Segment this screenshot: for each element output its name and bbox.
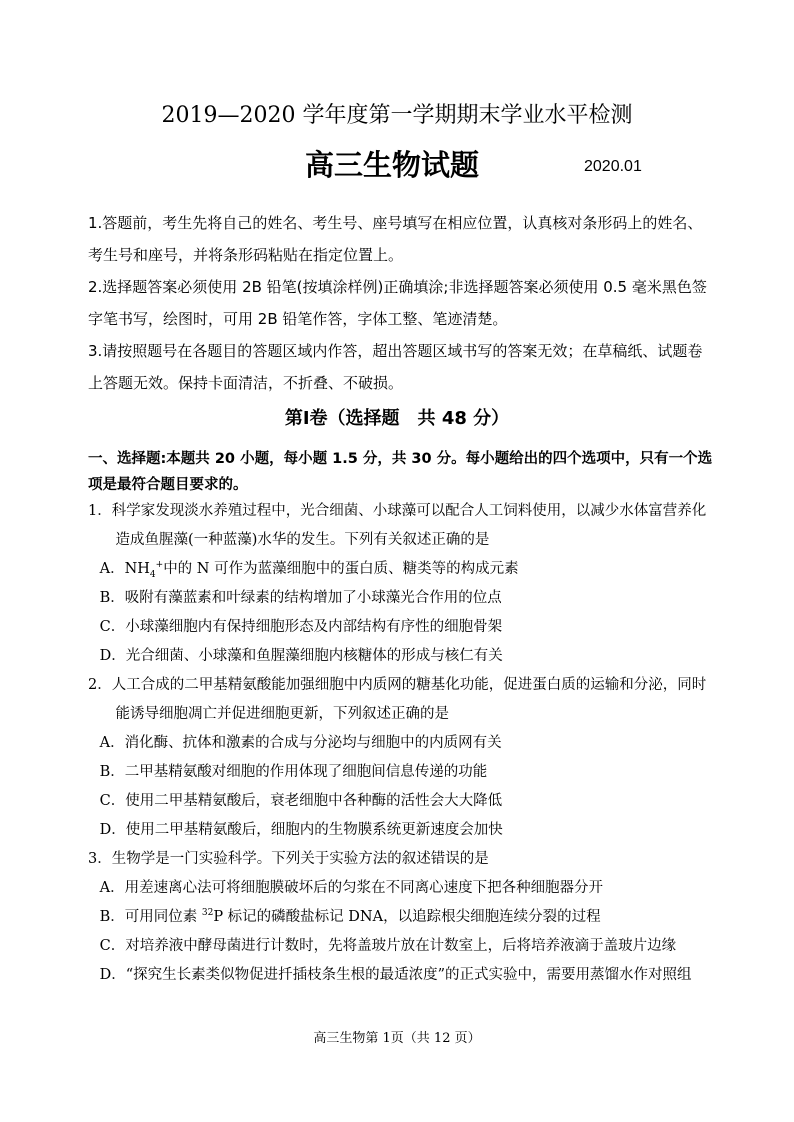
question-2-option-a: A．消化酶、抗体和激素的合成与分泌均与细胞中的内质网有关 — [99, 735, 502, 751]
question-3-option-b — [88, 903, 718, 932]
exam-subtitle: 高三生物试题 — [305, 148, 480, 182]
question-2-stem: 2．人工合成的二甲基精氨酸能加强细胞中内质网的糖基化功能，促进蛋白质的运输和分泌，同时能诱导细胞凋亡并促进细胞更新，下列叙述正确的是 — [88, 677, 707, 722]
subscript-4: 4 — [149, 569, 156, 580]
page-footer: 高三生物第 1页（共 12 页） — [313, 1031, 481, 1046]
question-1-option-d: D．光合细菌、小球藻和鱼腥藻细胞内核糖体的形成与核仁有关 — [99, 648, 503, 664]
option-b-text: P 标记的磷酸盐标记 DNA，以追踪根尖细胞连续分裂的过程 — [213, 909, 601, 925]
exam-title: 2019—2020 学年度第一学期期末学业水平检测 — [161, 103, 633, 128]
superscript-plus: + — [155, 560, 164, 571]
question-1-option-a — [88, 555, 718, 584]
question-3-option-a: A．用差速离心法可将细胞膜破坏后的匀浆在不同离心速度下把各种细胞器分开 — [99, 880, 604, 896]
question-3-option-c: C．对培养液中酵母菌进行计数时，先将盖玻片放在计数室上，后将培养液滴于盖玻片边缘 — [99, 938, 677, 954]
question-2-option-d: D．使用二甲基精氨酸后，细胞内的生物膜系统更新速度会加快 — [99, 822, 503, 838]
option-b-prefix: B．可用同位素 — [99, 909, 202, 925]
exam-date: 2020.01 — [584, 158, 642, 175]
question-2-option-c: C．使用二甲基精氨酸后，衰老细胞中各种酶的活性会大大降低 — [99, 793, 503, 809]
section-heading: 第Ⅰ卷（选择题 共 48 分） — [284, 408, 510, 429]
question-1-option-c: C．小球藻细胞内有保持细胞形态及内部结构有序性的细胞骨架 — [99, 619, 503, 635]
question-3-stem: 3．生物学是一门实验科学。下列关于实验方法的叙述错误的是 — [88, 851, 489, 867]
question-2-option-b: B．二甲基精氨酸对细胞的作用体现了细胞间信息传递的功能 — [99, 764, 488, 780]
superscript-32: 32 — [201, 908, 214, 919]
option-a-prefix: A．NH — [99, 561, 150, 577]
note-2: 2.选择题答案必须使用 2B 铅笔(按填涂样例)正确填涂;非选择题答案必须使用 0.5 毫米黑色签字笔书写，绘图时，可用 2B 铅笔作答，字体工整、笔迹清楚。 — [88, 278, 707, 328]
note-3: 3.请按照题号在各题目的答题区域内作答，超出答题区域书写的答案无效；在草稿纸、试题卷上答题无效。保持卡面清洁，不折叠、不破损。 — [88, 342, 703, 392]
question-list — [88, 497, 718, 990]
question-1-option-b: B．吸附有藻蓝素和叶绿素的结构增加了小球藻光合作用的位点 — [99, 590, 502, 606]
option-a-text: 中的 N 可作为蓝藻细胞中的蛋白质、糖类等的构成元素 — [163, 561, 519, 577]
exam-notes — [88, 207, 714, 399]
question-3-option-d: D．“探究生长素类似物促进扦插枝条生根的最适浓度”的正式实验中，需要用蒸馏水作对照组 — [99, 967, 692, 983]
question-1-stem: 1．科学家发现淡水养殖过程中，光合细菌、小球藻可以配合人工饲料使用，以减少水体富营养化造成鱼腥藻(一种蓝藻)水华的发生。下列有关叙述正确的是 — [88, 503, 707, 548]
section-instructions: 一、选择题:本题共 20 小题，每小题 1.5 分，共 30 分。每小题给出的四个选项中，只有一个选项是最符合题目要求的。 — [88, 451, 713, 493]
note-1: 1.答题前，考生先将自己的姓名、考生号、座号填写在相应位置，认真核对条形码上的姓名、考生号和座号，并将条形码粘贴在指定位置上。 — [88, 214, 703, 264]
